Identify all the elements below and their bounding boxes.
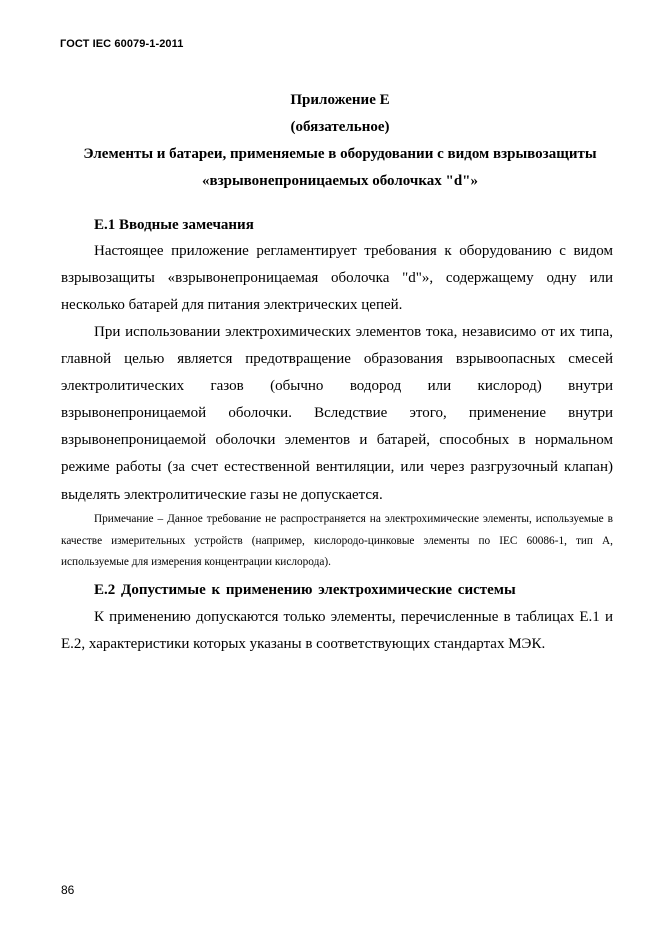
section-e1-paragraph-1: Настоящее приложение регламентирует требования к оборудованию с видом взрывозащиты «взрывонепроницаемая оболочка "d"», содержащему одну или несколько батарей для питания электрических цепей. xyxy=(61,243,613,314)
appendix-heading-line1: Элементы и батареи, применяемые в оборудовании с видом взрывозащиты xyxy=(83,146,597,162)
section-e1-paragraph-2: При использовании электрохимических элементов тока, независимо от их типа, главной целью является предотвращение образования взрывоопасных смесей электролитических газов (обычно водород или кислород) внутри взрывонепроницаемой оболочки. Вследствие этого, применение внутри взрывонепроницаемой оболочки элементов и батарей, способных в нормальном режиме работы (за счет естественной вентиляции, или через разгрузочный клапан) выделять электролитические газы не допускается. xyxy=(61,324,613,503)
section-e1-note: Примечание – Данное требование не распространяется на электрохимические элементы, используемые в качестве измерительных устройств (например, кислородо-цинковые элементы по IEC 60086-1, тип А, используемые для измерения концентрации кислорода). xyxy=(61,513,613,568)
standard-code-header: ГОСТ IEC 60079-1-2011 xyxy=(60,38,184,50)
page-number: 86 xyxy=(61,883,75,897)
appendix-title: Приложение Е xyxy=(290,92,390,108)
section-e2-heading: Е.2 Допустимые к применению электрохимические системы xyxy=(94,582,516,598)
section-e2-paragraph-1: К применению допускаются только элементы, перечисленные в таблицах Е.1 и Е.2, характеристики которых указаны в соответствующих стандартах МЭК. xyxy=(61,609,613,653)
section-e1-heading: Е.1 Вводные замечания xyxy=(94,217,254,233)
appendix-status: (обязательное) xyxy=(290,119,390,135)
appendix-heading-line2: «взрывонепроницаемых оболочках "d"» xyxy=(202,173,478,189)
